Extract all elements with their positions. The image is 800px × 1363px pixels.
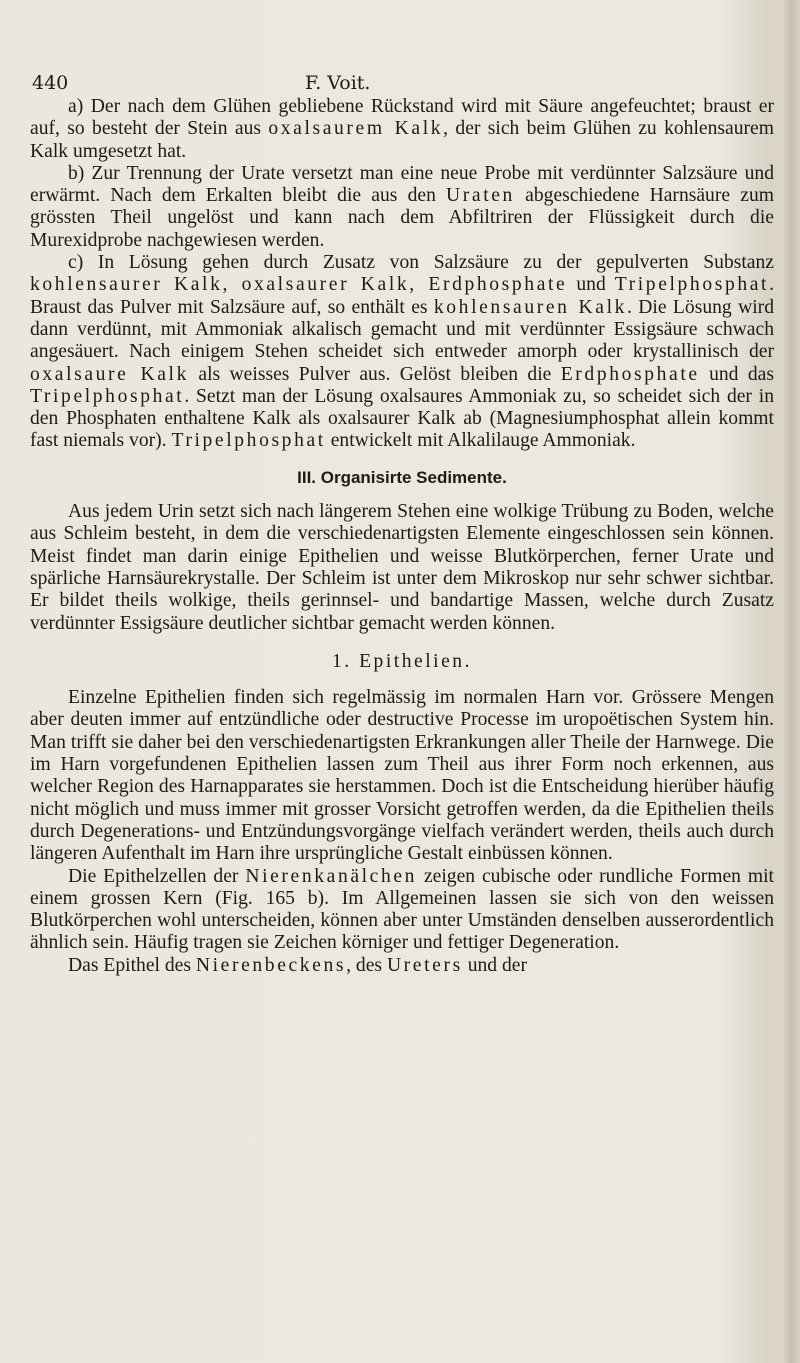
spaced-term: Uraten xyxy=(446,185,515,207)
text-segment: und das xyxy=(699,363,774,385)
paragraph-d xyxy=(30,501,774,635)
text-segment: entwickelt mit Alkalilauge Ammoniak. xyxy=(325,430,636,452)
paragraph-a xyxy=(30,96,774,163)
paragraph-f xyxy=(30,866,774,955)
spaced-term: kohlensauren Kalk xyxy=(433,296,628,318)
spaced-term: oxalsaure Kalk xyxy=(30,363,189,385)
text-segment: abgeschiedene Harnsäure zum grössten Theil ungelöst und kann nach dem Abfiltriren der Flüssigkeit durch die Murexidprobe nachgewiesen werden. xyxy=(30,185,774,251)
spaced-term: oxalsaurem Kalk xyxy=(268,118,444,140)
text-segment: und der xyxy=(462,954,528,976)
text-segment: . Braust das Pulver mit Salzsäure auf, so enthält es xyxy=(30,274,774,318)
spaced-term: Tripelphosphat xyxy=(614,274,770,296)
text-segment: . Setzt man der Lösung oxalsaures Ammoniak zu, so scheidet sich der in den Phosphaten enthaltene Kalk als oxalsaurer Kalk ab (Magnesiumphosphat allein kommt fast niemals vor). xyxy=(30,385,774,452)
subsection-title: 1. Epithelien. xyxy=(331,650,473,672)
running-head: F. Voit. xyxy=(305,72,371,94)
page-edge xyxy=(782,0,800,1363)
body-text xyxy=(30,96,774,977)
spaced-term: Nierenkanälchen xyxy=(245,865,418,887)
text-segment: , des xyxy=(346,954,387,976)
paragraph-g xyxy=(30,955,774,977)
paragraph-e xyxy=(30,687,774,865)
text-segment: als weisses Pulver aus. Gelöst bleiben die xyxy=(188,363,561,385)
spaced-term: Ureters xyxy=(386,954,463,976)
spaced-term: Erdphosphate xyxy=(560,363,700,385)
text-segment: , der sich beim Glühen zu kohlensaurem Kalk umgesetzt hat. xyxy=(30,118,774,162)
text-segment: c) In Lösung gehen durch Zusatz von Salzsäure zu der gepulverten Substanz xyxy=(68,252,774,274)
page-number: 440 xyxy=(32,72,69,94)
page-header xyxy=(32,72,772,98)
text-segment: Das Epithel des xyxy=(68,954,196,976)
section-title: III. Organisirte Sedimente. xyxy=(297,467,507,487)
paragraph-b xyxy=(30,163,774,252)
text-segment: Aus jedem Urin setzt sich nach längerem Stehen eine wolkige Trübung zu Boden, welche aus Schleim besteht, in dem die verschiedenartigsten Elemente eingeschlossen sein können. Meist findet man darin einige Epithelien und weisse Blutkörperchen, ferner Urate und spärliche Harnsäurekrystalle. Der Schleim ist unter dem Mikroskop nur sehr schwer sichtbar. Er bildet theils wolkige, theils gerinnsel- und bandartige Massen, welche durch Zusatz verdünnter Essigsäure deutlicher sichtbar gemacht werden können. xyxy=(30,501,774,634)
text-segment: a) Der nach dem Glühen gebliebene Rückstand wird mit Säure angefeuchtet; braust er auf, so besteht der Stein aus xyxy=(30,96,774,140)
paragraph-c xyxy=(30,252,774,453)
spaced-term: kohlensaurer Kalk, oxalsaurer Kalk, Erdphosphate xyxy=(30,274,568,296)
text-segment: . Die Lösung wird dann verdünnt, mit Ammoniak alkalisch gemacht und mit verdünnter Essigsäure schwach angesäuert. Nach einigem Stehen scheidet sich entweder amorph oder krystallinisch der xyxy=(30,296,774,363)
spaced-term: Tripelphosphat xyxy=(30,385,185,407)
text-segment: zeigen cubische oder rundliche Formen mit einem grossen Kern (Fig. 165 b). Im Allgemeinen lassen sie sich von den weissen Blutkörperchen wohl unterscheiden, können aber unter Umständen denselben ausserordentlich ähnlich sein. Häufig tragen sie Zeichen körniger und fettiger Degeneration. xyxy=(30,865,774,954)
text-segment: und xyxy=(567,274,615,296)
text-segment: b) Zur Trennung der Urate versetzt man eine neue Probe mit verdünnter Salzsäure und erwärmt. Nach dem Erkalten bleibt die aus den xyxy=(30,162,774,207)
text-segment: Einzelne Epithelien finden sich regelmässig im normalen Harn vor. Grössere Mengen aber deuten immer auf entzündliche oder destructive Processe im uropoëtischen System hin. Man trifft sie daher bei den verschiedenartigsten Erkrankungen aller Theile der Harnwege. Die im Harn vorgefundenen Epithelien lassen zum Theil aus ihrer Form noch erkennen, aus welcher Region des Harnapparates sie herstammen. Doch ist die Entscheidung hierüber häufig nicht möglich und muss immer mit grosser Vorsicht getroffen werden, da die Epithelien theils durch Degenerations- und Entzündungsvorgänge vielfach verändert werden, theils auch durch längeren Aufenthalt im Harn ihre ursprüngliche Gestalt einbüssen können. xyxy=(30,687,774,865)
spaced-term: Nierenbeckens xyxy=(195,954,347,976)
text-segment: Die Epithelzellen der xyxy=(68,865,246,887)
spaced-term: Tripelphosphat xyxy=(171,430,326,452)
